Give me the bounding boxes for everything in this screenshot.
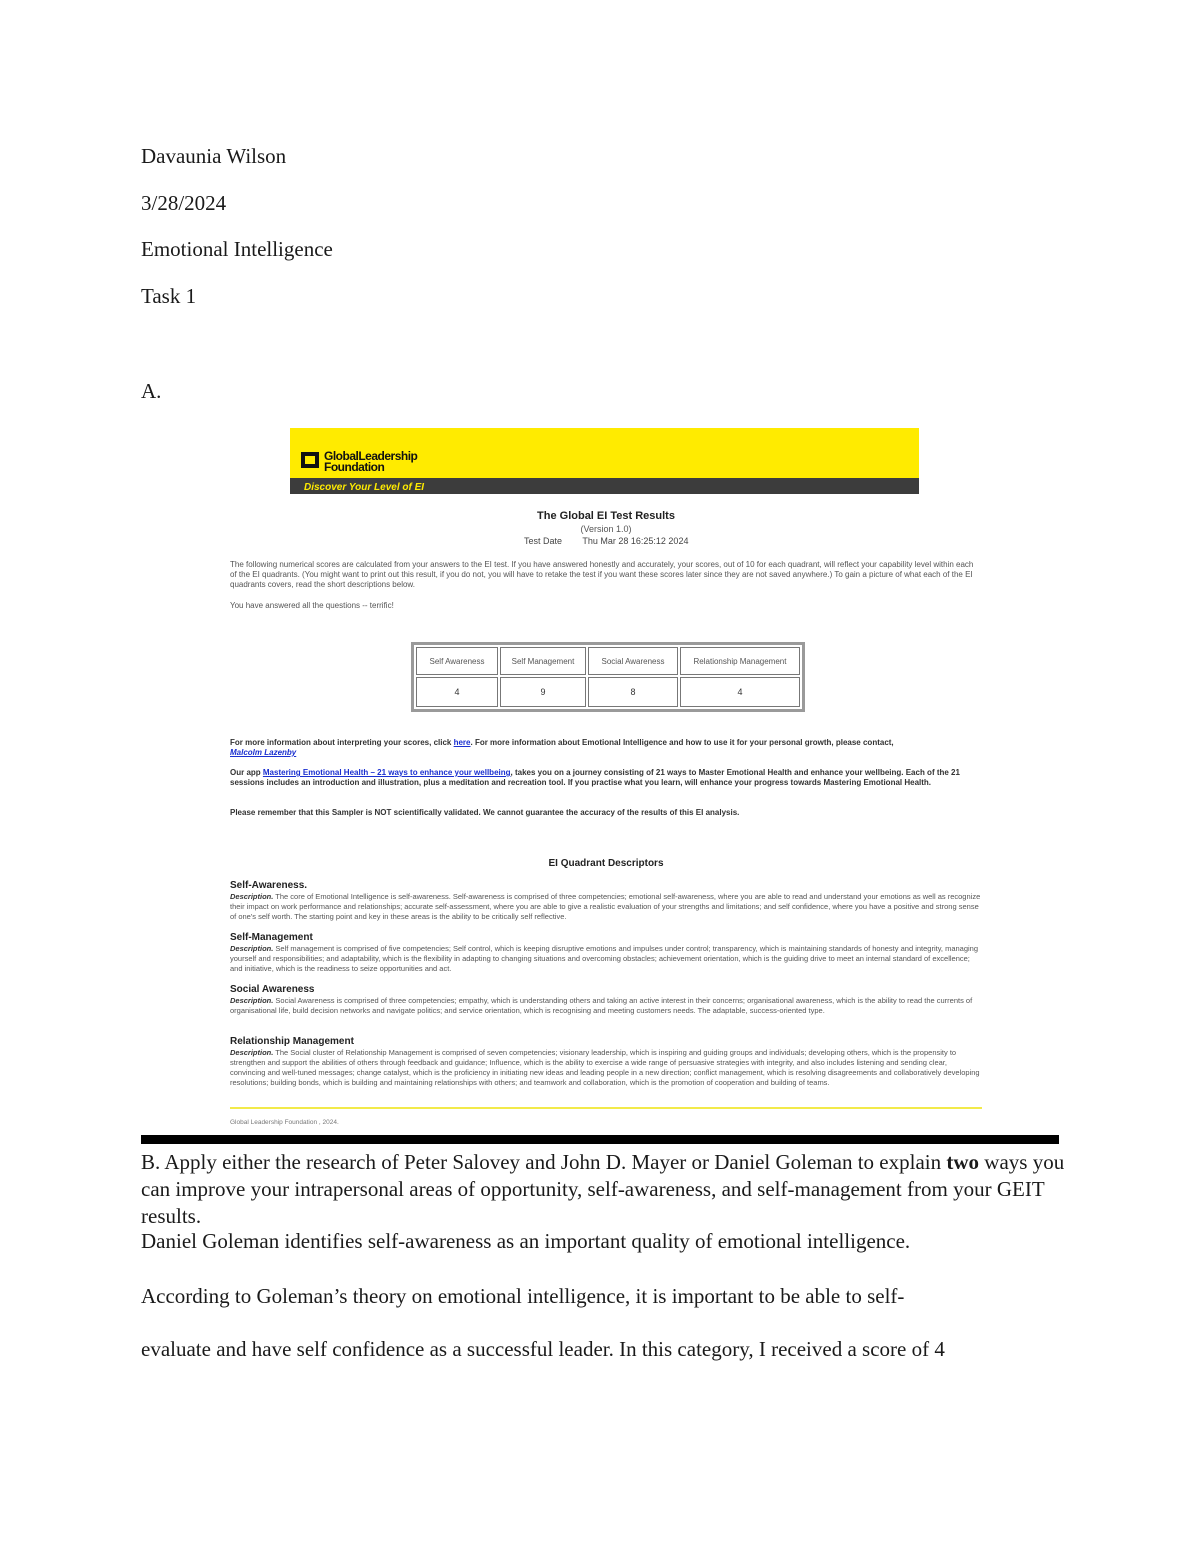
score-header-self-awareness: Self Awareness: [416, 647, 498, 675]
test-date: [524, 536, 706, 546]
test-date-label: Test Date: [524, 536, 563, 546]
ei-results-screenshot: [226, 428, 986, 1133]
test-date-value: Thu Mar 28 16:25:12 2024: [582, 536, 689, 546]
score-header-social-awareness: Social Awareness: [588, 647, 678, 675]
answer-paragraph-2: According to Goleman’s theory on emotional intelligence, it is important to be able to self-: [141, 1284, 905, 1308]
footer-divider: [230, 1107, 982, 1109]
score-header-relationship-management: Relationship Management: [680, 647, 800, 675]
glf-banner: [290, 428, 919, 494]
descriptor-text-self-management: Description. Self management is comprised of five competencies; Self control, which is keeping disruptive emotions and impulses under control; transparency, which is maintaining standards of honesty and integrity, managing yourself and responsibilities; and adaptability, which is the flexibility in adapting to changing situations and overcoming obstacles; achievement orientation, which is the guiding drive to meet an internal standard of excellence; and initiative, which is the readiness to seize opportunities and act.: [230, 944, 979, 973]
answered-note: You have answered all the questions -- terrific!: [230, 601, 394, 610]
banner-strip: [290, 478, 919, 494]
contact-link[interactable]: Malcolm Lazenby: [230, 748, 297, 757]
descriptors-title: EI Quadrant Descriptors: [548, 858, 664, 869]
glf-logo-icon: [301, 452, 319, 468]
results-title: The Global EI Test Results: [537, 510, 675, 522]
descriptor-heading-self-management: Self-Management: [230, 932, 313, 943]
descriptor-heading-social-awareness: Social Awareness: [230, 984, 315, 995]
section-a-label: A.: [141, 379, 162, 403]
glf-footer: Global Leadership Foundation , 2024.: [230, 1119, 339, 1126]
results-version: (Version 1.0): [580, 524, 632, 534]
descriptor-text-self-awareness: Description. The core of Emotional Intelligence is self-awareness. Self-awareness is comprised of three competencies; emotional self-awareness, where you are able to read and understand your emotions as well as recognize their impact on work performance and relationships; accurate self-assessment, where you are able to give a realistic evaluation of your strengths and limitations; and self confidence, where you have a positive and strong sense of one's self worth. The starting point and key in these areas is the ability to be critically self reflective.: [230, 892, 981, 921]
descriptor-text-social-awareness: Description. Social Awareness is comprised of three competencies; empathy, which is understanding others and taking an active interest in their concerns; organisational awareness, which is the ability to read the currents of organisational life, build decision networks and navigate politics; and service orientation, which is recognising and meeting customers needs. The adaptable, success-oriented type.: [230, 996, 973, 1015]
score-header-self-management: Self Management: [500, 647, 586, 675]
score-self-awareness: 4: [416, 677, 498, 707]
descriptor-heading-relationship-management: Relationship Management: [230, 1036, 354, 1047]
document-date: 3/28/2024: [141, 191, 227, 215]
section-divider: [141, 1135, 1059, 1144]
task-label: Task 1: [141, 284, 197, 308]
more-info-paragraph: For more information about interpreting your scores, click here. For more information about Emotional Intelligence and how to use it for your personal growth, please contact, Malcolm Lazenby: [230, 738, 894, 757]
author-name: Davaunia Wilson: [141, 144, 287, 168]
answer-paragraph-1: Daniel Goleman identifies self-awareness as an important quality of emotional intelligence.: [141, 1229, 911, 1253]
banner-tagline: Discover Your Level of EI: [304, 482, 425, 493]
glf-logo-text: GlobalLeadership Foundation: [324, 449, 418, 474]
results-intro: The following numerical scores are calculated from your answers to the EI test. If you have answered honestly and accurately, your scores, out of 10 for each quadrant, will reflect your capability level within each of the EI quadrants. (You might want to print out this result, if you do not, you will have to retake the test if you want these scores later since they are not saved anywhere.) To gain a picture of what each of the EI quadrants covers, read the short descriptions below.: [230, 560, 974, 589]
score-social-awareness: 8: [588, 677, 678, 707]
app-link[interactable]: Mastering Emotional Health – 21 ways to enhance your wellbeing: [262, 768, 511, 777]
descriptor-heading-self-awareness: Self-Awareness.: [230, 880, 308, 891]
score-self-management: 9: [500, 677, 586, 707]
descriptor-text-relationship-management: Description. The Social cluster of Relationship Management is comprised of seven competencies; visionary leadership, which is inspiring and guiding groups and individuals; developing others, which is the propensity to strengthen and support the abilities of others through feedback and guidance; Influence, which is the ability to exercise a wide range of persuasive strategies with integrity, and also includes listening and sending clear, convincing and well-tuned messages; change catalyst, which is the proficiency in initiating new ideas and leading people in a new direction; conflict management, which is resolving disagreements and collaboratively developing resolutions; building bonds, which is building and maintaining relationships with others; and teamwork and collaboration, which is the promotion of cooperation and building of teams.: [230, 1048, 980, 1087]
answer-paragraph-3: evaluate and have self confidence as a successful leader. In this category, I received a score of 4: [141, 1337, 945, 1361]
scores-table: [411, 642, 805, 712]
course-title: Emotional Intelligence: [141, 237, 333, 261]
here-link[interactable]: here: [453, 738, 471, 747]
score-relationship-management: 4: [680, 677, 800, 707]
app-paragraph: Our app Mastering Emotional Health – 21 ways to enhance your wellbeing, takes you on a journey consisting of 21 ways to Master Emotional Health and enhance your wellbeing. Each of the 21 sessions includes an introduction and illustration, plus a meditation and recreation tool. If you practise what you learn, will enhance your progress towards Mastering Emotional Health.: [230, 768, 960, 787]
question-b: B. Apply either the research of Peter Salovey and John D. Mayer or Daniel Goleman to explain two ways you can improve your intrapersonal areas of opportunity, self-awareness, and self-management from your GEIT results.: [141, 1150, 1065, 1228]
disclaimer: Please remember that this Sampler is NOT scientifically validated. We cannot guarantee the accuracy of the results of this EI analysis.: [230, 808, 740, 817]
